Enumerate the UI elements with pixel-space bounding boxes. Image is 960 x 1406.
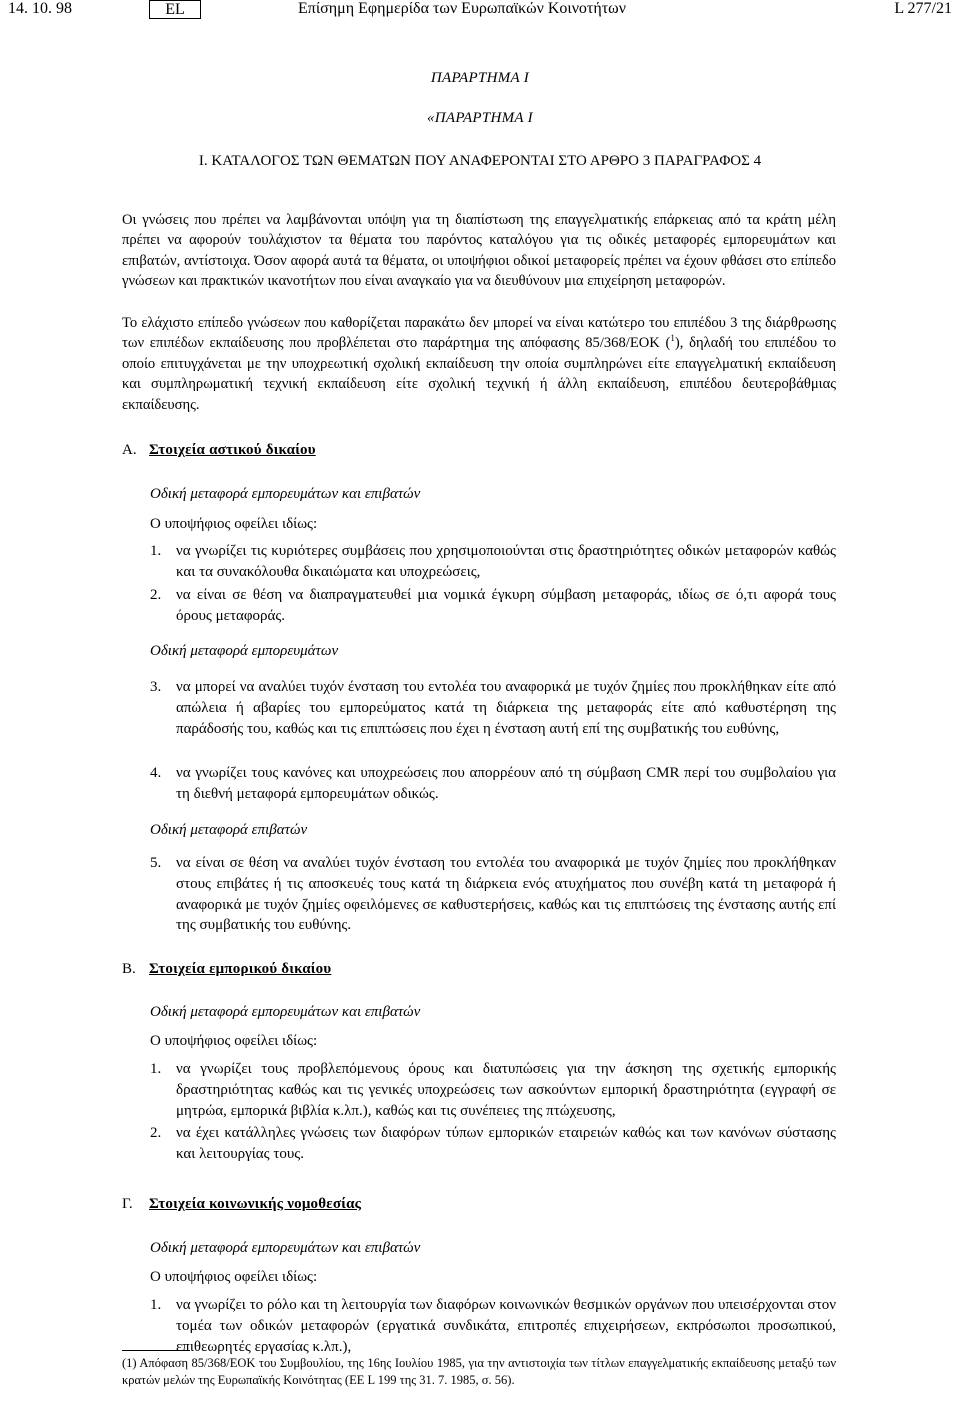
footnote: (1) Απόφαση 85/368/ΕΟΚ του Συμβουλίου, της 16ης Ιουλίου 1985, για την αντιστοιχία των τίτλων επαγγελματικής εκπαίδευσης μεταξύ των κρατών μελών της Ευρωπαϊκής Κοινότητας (ΕΕ L 199 της 31. 7. 1985, σ. 56). bbox=[122, 1356, 836, 1387]
section-a-title: Στοιχεία αστικού δικαίου bbox=[149, 442, 316, 458]
header-date: 14. 10. 98 bbox=[8, 0, 72, 17]
section-b-heading bbox=[122, 961, 331, 978]
annex-title: ΠΑΡΑΡΤΗΜΑ Ι bbox=[430, 70, 530, 86]
journal-title: Επίσημη Εφημερίδα των Ευρωπαϊκών Κοινοτήτων bbox=[298, 0, 626, 17]
list-item bbox=[150, 1295, 836, 1357]
journal-reference: L 277/21 bbox=[894, 0, 952, 17]
section-c-label: Γ. bbox=[122, 1196, 133, 1212]
intro-paragraph-2 bbox=[122, 313, 836, 415]
section-b-title: Στοιχεία εμπορικού δικαίου bbox=[149, 961, 332, 977]
footnote-mark: 1 bbox=[126, 1356, 133, 1370]
footnote-divider bbox=[122, 1350, 190, 1351]
item-number: 3. bbox=[150, 679, 162, 695]
list-item bbox=[150, 585, 836, 627]
item-number: 5. bbox=[150, 855, 162, 871]
section-a-subheading-3: Οδική μεταφορά επιβατών bbox=[150, 822, 308, 838]
section-b-label: Β. bbox=[122, 961, 136, 977]
item-text: να μπορεί να αναλύει τυχόν ένσταση του εντολέα του αναφορικά με τυχόν ζημίες που προκλήθηκαν είτε από απώλεια ή αβαρίες του εμπορεύματος κατά τη διάρκεια της μεταφοράς είτε από καθυστέρηση της παράδοσής του, καθώς και τις επιπτώσεις που έχει η ένσταση αυτή επί της συμβατικής του ευθύνης, bbox=[176, 679, 836, 737]
section-a-heading bbox=[122, 442, 316, 459]
item-number: 2. bbox=[150, 1125, 162, 1141]
section-a-lead: Ο υποψήφιος οφείλει ιδίως: bbox=[150, 516, 318, 532]
item-number: 1. bbox=[150, 543, 162, 559]
footnote-text: Απόφαση 85/368/ΕΟΚ του Συμβουλίου, της 16ης Ιουλίου 1985, για την αντιστοιχία των τίτλων επαγγελματικής εκπαίδευσης μεταξύ των κρατών μελών της Ευρωπαϊκής Κοινότητας (ΕΕ L 199 της 31. 7. 1985, σ. 56). bbox=[122, 1356, 836, 1387]
footnote-reference: 1 bbox=[670, 333, 675, 344]
page-header bbox=[8, 0, 952, 22]
annex-subtitle: «ΠΑΡΑΡΤΗΜΑ Ι bbox=[427, 110, 533, 126]
item-number: 4. bbox=[150, 765, 162, 781]
section-b-lead: Ο υποψήφιος οφείλει ιδίως: bbox=[150, 1033, 318, 1049]
list-item bbox=[150, 1059, 836, 1121]
item-number: 1. bbox=[150, 1297, 162, 1313]
intro-paragraph-1: Οι γνώσεις που πρέπει να λαμβάνονται υπόψη για τη διαπίστωση της επαγγελματικής επάρκειας από τα κράτη μέλη πρέπει να αφορούν τουλάχιστον τα θέματα του παρόντος καταλόγου για τις οδικές μεταφορές εμπορευμάτων και επιβατών, αντίστοιχα. Όσον αφορά αυτά τα θέματα, οι υποψήφιοι οδικοί μεταφορείς πρέπει να έχουν φθάσει στο επίπεδο γνώσεων και πρακτικών ικανοτήτων που είναι αναγκαίο για να διευθύνουν μια επιχείρηση μεταφορών. bbox=[122, 212, 836, 290]
list-item bbox=[150, 541, 836, 583]
list-item bbox=[150, 853, 836, 936]
item-text: να έχει κατάλληλες γνώσεις των διαφόρων τύπων εμπορικών εταιρειών καθώς και των κανόνων σύστασης και λειτουργίας τους. bbox=[176, 1125, 836, 1162]
section-c-lead: Ο υποψήφιος οφείλει ιδίως: bbox=[150, 1269, 318, 1285]
list-item bbox=[150, 763, 836, 805]
section-a-subheading-1: Οδική μεταφορά εμπορευμάτων και επιβατών bbox=[150, 486, 421, 502]
list-title: Ι. ΚΑΤΑΛΟΓΟΣ ΤΩΝ ΘΕΜΑΤΩΝ ΠΟΥ ΑΝΑΦΕΡΟΝΤΑΙ ΣΤΟ ΑΡΘΡΟ 3 ΠΑΡΑΓΡΑΦΟΣ 4 bbox=[198, 153, 762, 169]
section-a-label: Α. bbox=[122, 442, 137, 458]
section-c-title: Στοιχεία κοινωνικής νομοθεσίας bbox=[149, 1196, 362, 1212]
item-text: να είναι σε θέση να διαπραγματευθεί μια νομικά έγκυρη σύμβαση μεταφοράς, ιδίως σε ό,τι αφορά τους όρους μεταφοράς. bbox=[176, 587, 836, 624]
section-b-subheading-1: Οδική μεταφορά εμπορευμάτων και επιβατών bbox=[150, 1004, 421, 1020]
section-c-subheading-1: Οδική μεταφορά εμπορευμάτων και επιβατών bbox=[150, 1240, 421, 1256]
section-a-subheading-2: Οδική μεταφορά εμπορευμάτων bbox=[150, 643, 339, 659]
list-item bbox=[150, 1123, 836, 1165]
section-c-heading bbox=[122, 1196, 361, 1213]
item-text: να γνωρίζει τις κυριότερες συμβάσεις που χρησιμοποιούνται στις δραστηριότητες οδικών μεταφορών καθώς και τα συνακόλουθα δικαιώματα και υποχρεώσεις, bbox=[176, 543, 836, 580]
item-text: να είναι σε θέση να αναλύει τυχόν ένσταση του εντολέα του αναφορικά με τυχόν ζημίες που προκλήθηκαν στους επιβάτες ή τις αποσκευές τους κατά τη διάρκεια ενός ατυχήματος που συνέβη κατά τη μεταφορά ή αναφορικά με τυχόν ζημίες οφειλόμενες σε καθυστερήσεις, καθώς και τις επιπτώσεις της ένστασης αυτής επί της συμβατικής του ευθύνης. bbox=[176, 855, 836, 934]
item-text: να γνωρίζει τους κανόνες και υποχρεώσεις που απορρέουν από τη σύμβαση CMR περί του συμβολαίου για τη διεθνή μεταφορά εμπορευμάτων οδικώς. bbox=[176, 765, 836, 802]
intro-paragraph-2-text-b: ), δηλαδή του επιπέδου το οποίο επιτυγχάνεται με την υποχρεωτική σχολική εκπαίδευση την οποία συμπληρώνει είτε επαγγελματική εκπαίδευση και συμπληρωματική τεχνική εκπαίδευση είτε σχολική τεχνική ή άλλη εκπαίδευση, επιπέδου δευτεροβάθμιας εκπαίδευσης. bbox=[122, 335, 836, 413]
intro-paragraph-2-text-a: Το ελάχιστο επίπεδο γνώσεων που καθορίζεται παρακάτω δεν μπορεί να είναι κατώτερο του επιπέδου 3 της διάρθρωσης των επιπέδων εκπαίδευσης που προβλέπεται στο παράρτημα της απόφασης 85/368/ΕΟΚ ( bbox=[122, 315, 836, 352]
language-badge: EL bbox=[149, 0, 201, 19]
item-number: 2. bbox=[150, 587, 162, 603]
item-text: να γνωρίζει το ρόλο και τη λειτουργία των διαφόρων κοινωνικών θεσμικών οργάνων που υπεισέρχονται στον τομέα των οδικών μεταφορών (εργατικά συνδικάτα, επιτροπές επιχειρήσεων, εκπρόσωποι προσωπικού, επιθεωρητές εργασίας κ.λπ.), bbox=[176, 1297, 836, 1355]
list-item bbox=[150, 677, 836, 739]
item-number: 1. bbox=[150, 1061, 162, 1077]
item-text: να γνωρίζει τους προβλεπόμενους όρους και διατυπώσεις για την άσκηση της σχετικής εμπορικής δραστηριότητας καθώς και τις γενικές υποχρεώσεις των ασκούντων εμπορική δραστηριότητα (εγγραφή σε μητρώα, εμπορικά βιβλία κ.λπ.), καθώς και τις συνέπειες της πτώχευσης, bbox=[176, 1061, 836, 1119]
